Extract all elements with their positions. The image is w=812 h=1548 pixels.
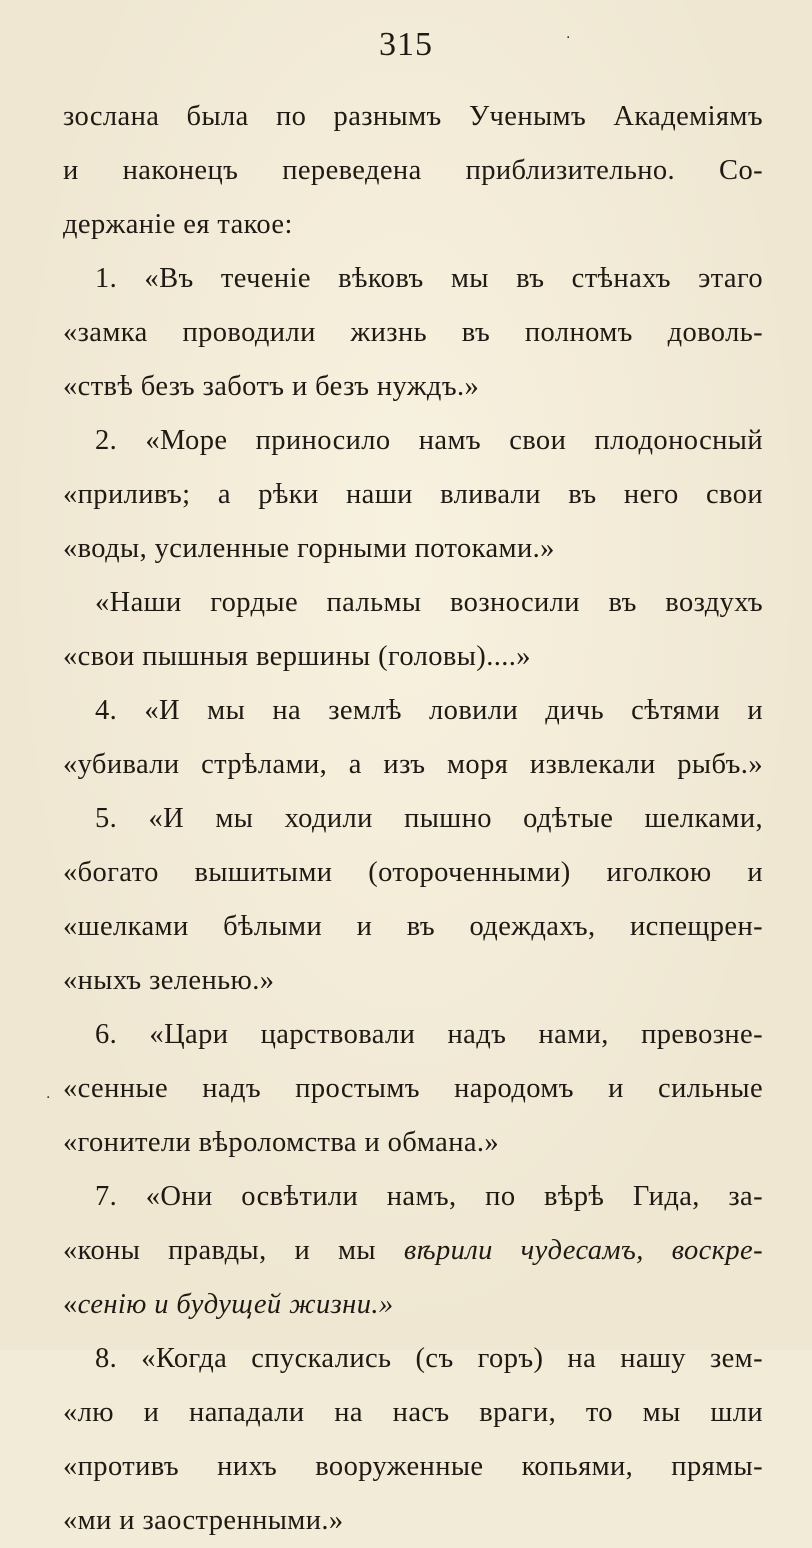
text-line: 1. «Въ теченіе вѣковъ мы въ стѣнахъ этаго [95, 263, 763, 294]
text-line [63, 1224, 763, 1278]
text-line: «замка проводили жизнь въ полномъ доволь- [63, 317, 763, 348]
text-line: «Наши гордые пальмы возносили въ воздухъ [95, 587, 763, 618]
body-text [63, 90, 763, 1548]
text-span: «коны правды, и мы [63, 1235, 404, 1266]
text-line: «богато вышитыми (отороченными) иголкою и [63, 857, 763, 888]
text-span: « [63, 1289, 78, 1320]
text-line: зослана была по разнымъ Ученымъ Академіямъ [63, 101, 763, 132]
text-line: «сенные надъ простымъ народомъ и сильные [63, 1073, 763, 1104]
text-line: «ствѣ безъ заботъ и безъ нуждъ.» [63, 371, 480, 402]
text-line: «свои пышныя вершины (головы)....» [63, 641, 531, 672]
text-line: «убивали стрѣлами, а изъ моря извлекали рыбъ.» [63, 749, 763, 780]
text-line: 6. «Цари царствовали надъ нами, превозне- [95, 1019, 763, 1050]
text-line: «противъ нихъ вооруженные копьями, прямы- [63, 1451, 763, 1482]
text-line: 8. «Когда спускались (съ горъ) на нашу зем- [95, 1343, 763, 1374]
text-line: «лю и нападали на насъ враги, то мы шли [63, 1397, 763, 1428]
text-line: «воды, усиленные горными потоками.» [63, 533, 555, 564]
text-line: 2. «Море приносило намъ свои плодоносный [95, 425, 763, 456]
text-line: держаніе ея такое: [63, 209, 293, 240]
text-line: и наконецъ переведена приблизительно. Со- [63, 155, 763, 186]
italic-text-span: сенію и будущей жизни.» [77, 1289, 394, 1320]
page-number: 315 [379, 26, 433, 63]
text-line: 4. «И мы на землѣ ловили дичь сѣтями и [95, 695, 763, 726]
text-line: «шелками бѣлыми и въ одеждахъ, испещрен- [63, 911, 763, 942]
speck-mark: · [566, 30, 571, 46]
text-line: «приливъ; а рѣки наши вливали въ него свои [63, 479, 763, 510]
margin-mark: · [46, 1090, 51, 1106]
text-line: «гонители вѣроломства и обмана.» [63, 1127, 500, 1158]
text-line [63, 1278, 763, 1332]
text-line: 5. «И мы ходили пышно одѣтые шелками, [95, 803, 763, 834]
text-line: «ныхъ зеленью.» [63, 965, 275, 996]
text-line: 7. «Они освѣтили намъ, по вѣрѣ Гида, за- [95, 1181, 763, 1212]
italic-text-span: вѣрили чудесамъ, воскре- [403, 1235, 763, 1266]
text-line: «ми и заостренными.» [63, 1505, 344, 1536]
